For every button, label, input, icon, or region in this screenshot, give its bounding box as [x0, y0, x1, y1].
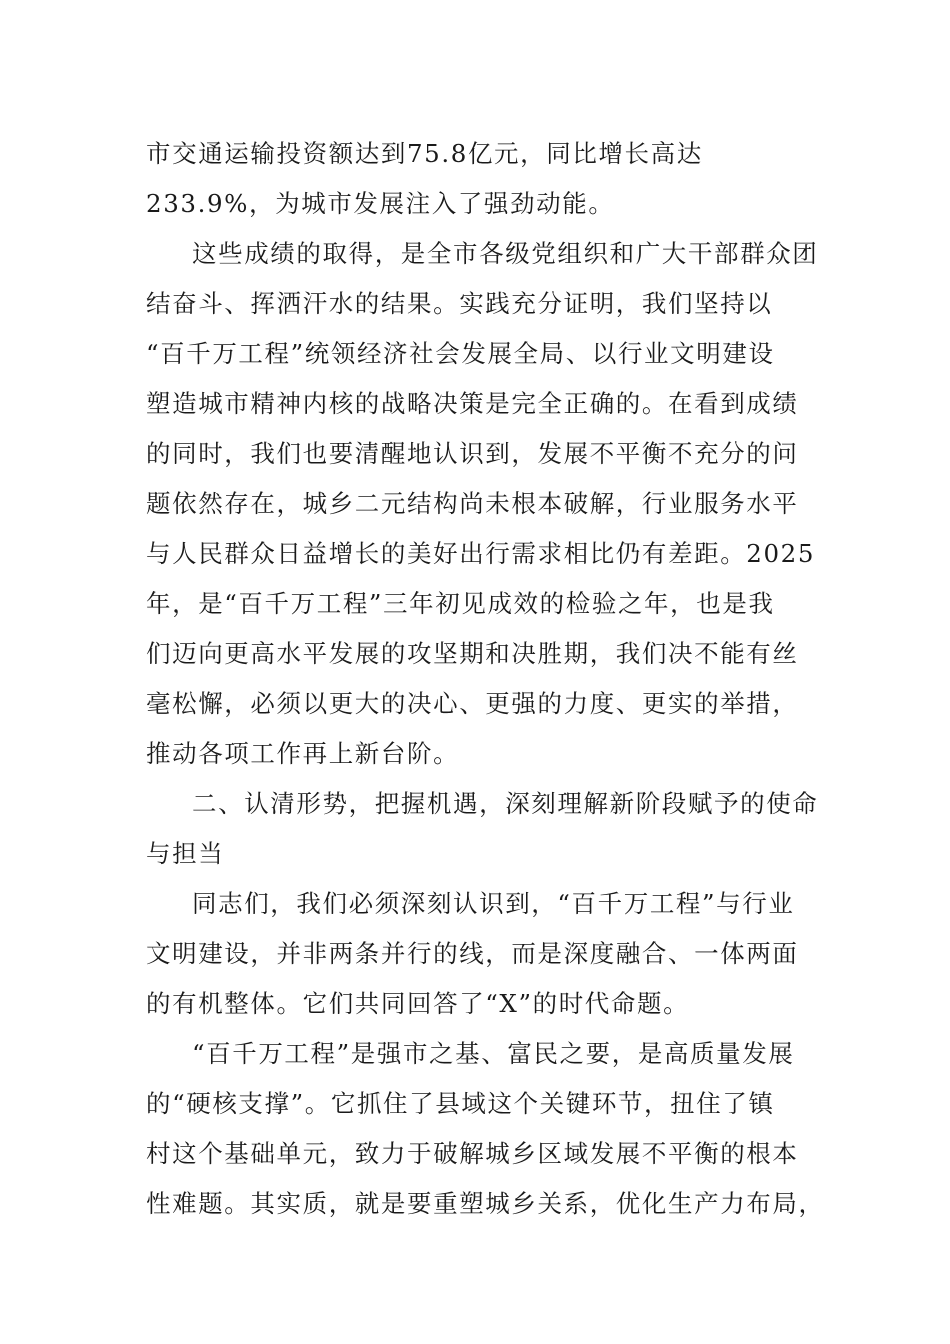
section-heading: 二、认清形势，把握机遇，深刻理解新阶段赋予的使命 [192, 789, 819, 818]
text-line: 年，是“百千万工程”三年初见成效的检验之年，也是我 [146, 589, 775, 618]
text-line: 文明建设，并非两条并行的线，而是深度融合、一体两面 [146, 939, 799, 968]
text-line: 与人民群众日益增长的美好出行需求相比仍有差距。2025 [146, 539, 816, 568]
paragraph-start-line: 这些成绩的取得，是全市各级党组织和广大干部群众团 [192, 239, 819, 268]
text-line: 毫松懈，必须以更大的决心、更强的力度、更实的举措， [146, 689, 799, 718]
text-line: “百千万工程”统领经济社会发展全局、以行业文明建设 [146, 339, 775, 368]
section-heading-continued: 与担当 [146, 839, 225, 868]
text-line: 性难题。其实质，就是要重塑城乡关系，优化生产力布局， [146, 1189, 825, 1218]
text-line: 市交通运输投资额达到75.8亿元，同比增长高达 [146, 139, 703, 168]
text-line: 的同时，我们也要清醒地认识到，发展不平衡不充分的问 [146, 439, 799, 468]
text-line: 推动各项工作再上新台阶。 [146, 739, 460, 768]
text-line: 们迈向更高水平发展的攻坚期和决胜期，我们决不能有丝 [146, 639, 799, 668]
text-line: 的有机整体。它们共同回答了“X”的时代命题。 [146, 989, 690, 1018]
text-line: 塑造城市精神内核的战略决策是完全正确的。在看到成绩 [146, 389, 799, 418]
paragraph-start-line: “百千万工程”是强市之基、富民之要，是高质量发展 [192, 1039, 795, 1068]
text-line: 村这个基础单元，致力于破解城乡区域发展不平衡的根本 [146, 1139, 799, 1168]
text-line: 结奋斗、挥洒汗水的结果。实践充分证明，我们坚持以 [146, 289, 773, 318]
paragraph-start-line: 同志们，我们必须深刻认识到，“百千万工程”与行业 [192, 889, 795, 918]
text-line: 233.9%，为城市发展注入了强劲动能。 [146, 189, 615, 218]
text-line: 的“硬核支撑”。它抓住了县域这个关键环节，扭住了镇 [146, 1089, 775, 1118]
text-line: 题依然存在，城乡二元结构尚未根本破解，行业服务水平 [146, 489, 799, 518]
